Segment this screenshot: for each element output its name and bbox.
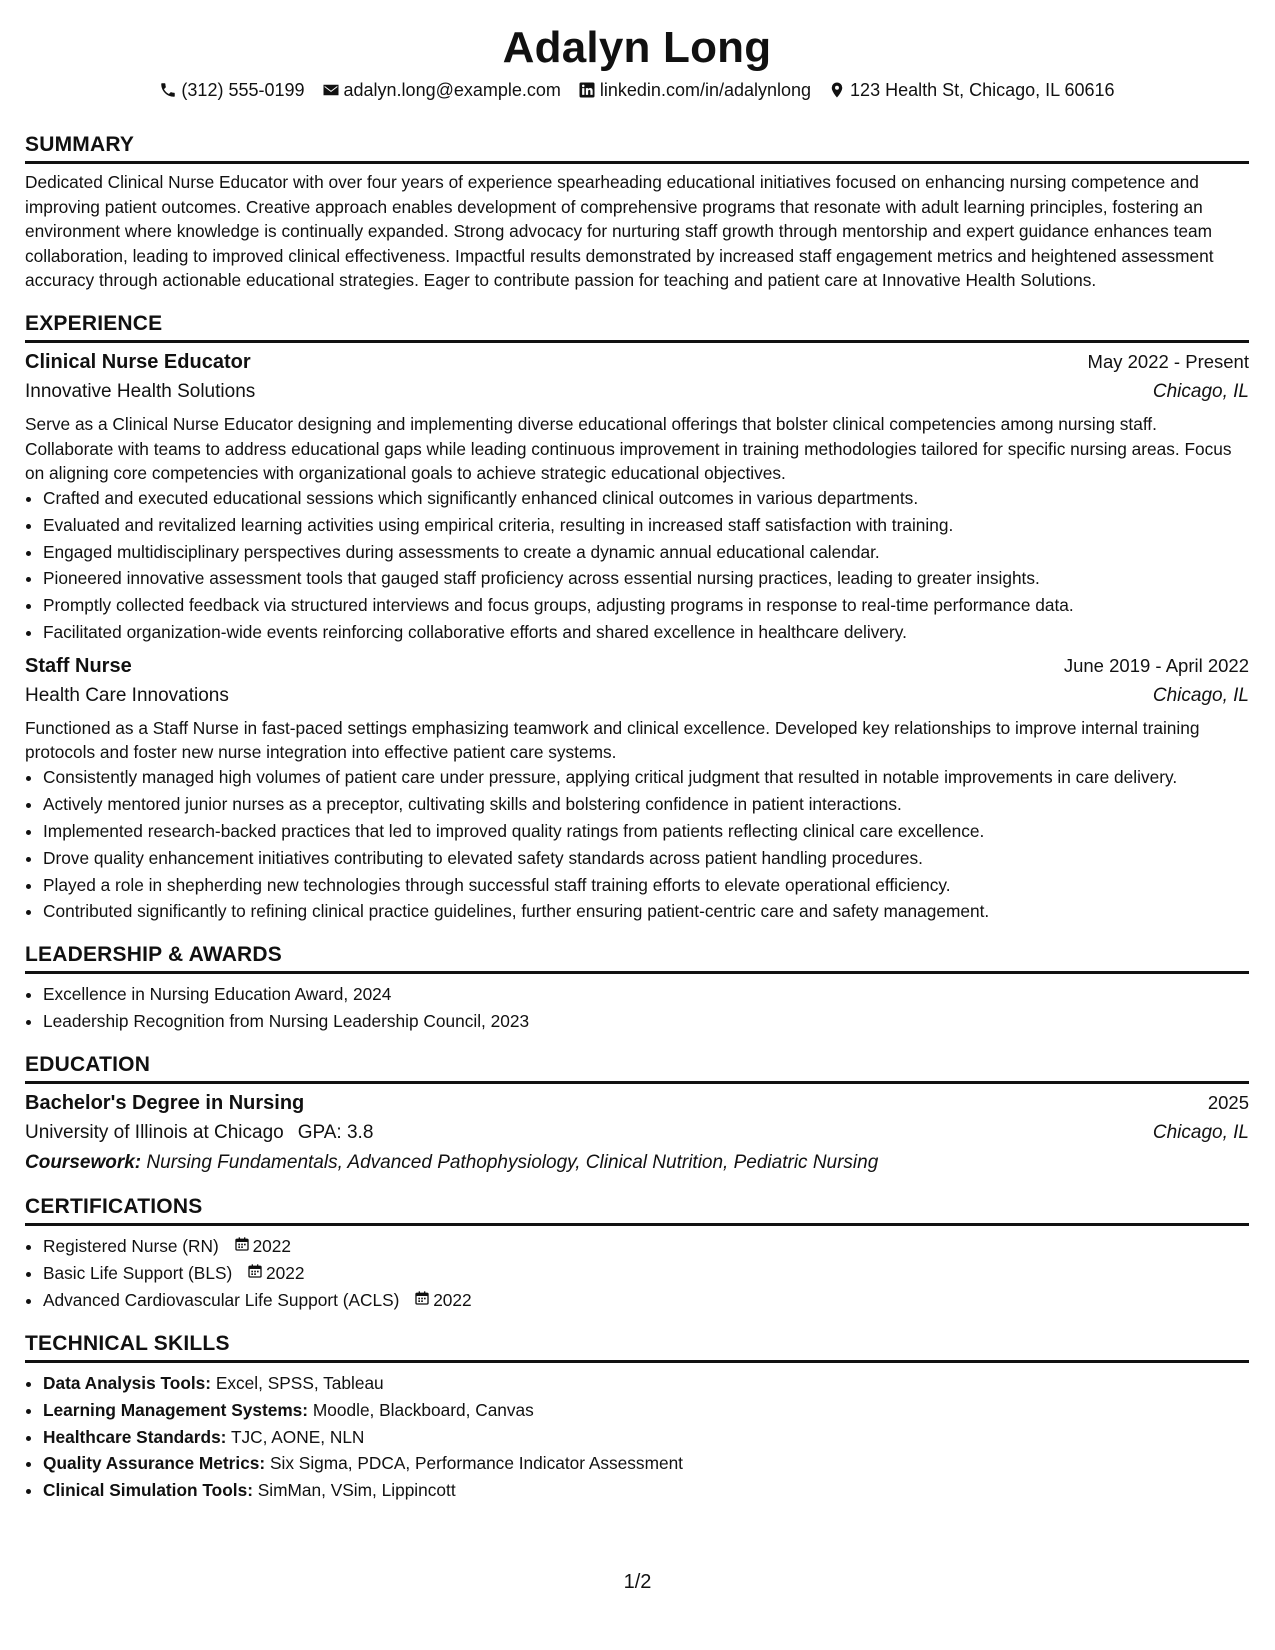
awards-section — [25, 924, 1249, 1033]
contact-linkedin[interactable] — [578, 78, 811, 102]
list-item: • Pioneered innovative assessment tools that gauged staff proficiency across essential nursing practices, leading to greater insights. — [43, 566, 1249, 591]
certifications-section — [25, 1176, 1249, 1312]
cert-year: 2022 — [266, 1263, 305, 1283]
list-item: • Crafted and executed educational sessions which significantly enhanced clinical outcomes in various departments. — [43, 486, 1249, 511]
list-item: • Engaged multidisciplinary perspectives during assessments to create a dynamic annual educational calendar. — [43, 540, 1249, 565]
list-item: • Implemented research-backed practices that led to improved quality ratings from patients reflecting clinical care excellence. — [43, 819, 1249, 844]
list-item — [43, 1451, 1249, 1476]
summary-text: Dedicated Clinical Nurse Educator with over four years of experience spearheading educational initiatives focused on enhancing nursing competence and improving patient outcomes. Creative approach enables development of comprehensive programs that resonate with adult learning principles, fostering an environment where knowledge is continually expanded. Strong advocacy for nurturing staff growth through mentorship and expert guidance enhances team collaboration, leading to improved clinical effectiveness. Impactful results demonstrated by increased staff engagement metrics and heightened assessment accuracy through actionable educational strategies. Eager to contribute passion for teaching and patient care at Innovative Health Solutions. — [25, 172, 1214, 291]
list-item — [43, 1478, 1249, 1503]
skill-category: Learning Management Systems: — [43, 1399, 309, 1420]
degree-title: Bachelor's Degree in Nursing — [25, 1092, 305, 1115]
summary-section — [25, 114, 1249, 293]
candidate-name: Adalyn Long — [502, 23, 772, 72]
job-dates: May 2022 - Present — [1087, 350, 1249, 372]
list-item: • Drove quality enhancement initiatives contributing to elevated safety standards across patient handling procedures. — [43, 846, 1249, 871]
skill-values: TJC, AONE, NLN — [230, 1426, 365, 1447]
list-item: • Evaluated and revitalized learning activities using empirical criteria, resulting in increased staff satisfaction with training. — [43, 513, 1249, 538]
contact-address-text: 123 Health St, Chicago, IL 60616 — [850, 80, 1115, 100]
certifications-heading: CERTIFICATIONS — [25, 1176, 1249, 1226]
skill-values: Excel, SPSS, Tableau — [215, 1372, 384, 1393]
awards-heading: LEADERSHIP & AWARDS — [25, 924, 1249, 974]
skill-category: Quality Assurance Metrics: — [43, 1453, 266, 1474]
list-item: • Excellence in Nursing Education Award, 2024 — [43, 982, 1249, 1007]
job-bullets — [25, 486, 1249, 645]
list-item — [43, 1425, 1249, 1450]
skill-category: Clinical Simulation Tools: — [43, 1480, 253, 1501]
degree-year: 2025 — [1207, 1092, 1249, 1114]
list-item — [43, 1261, 1249, 1286]
skill-category: Healthcare Standards: — [43, 1426, 227, 1447]
skill-values: Six Sigma, PDCA, Performance Indicator Assessment — [270, 1453, 683, 1474]
contact-phone — [159, 78, 304, 102]
coursework-list: Nursing Fundamentals, Advanced Pathophysiology, Clinical Nutrition, Pediatric Nursing — [146, 1152, 879, 1174]
job-description: Serve as a Clinical Nurse Educator designing and implementing diverse educational offerings that bolster clinical competencies among nursing staff. Collaborate with teams to address educational gaps while leading continuous improvement in training methodologies tailored for specific nursing areas. Focus on aligning core competencies with organizational goals to achieve strategic educational objectives. — [25, 413, 1232, 484]
skill-values: SimMan, VSim, Lippincott — [257, 1480, 456, 1501]
list-item: • Leadership Recognition from Nursing Leadership Council, 2023 — [43, 1009, 1249, 1034]
job-location: Chicago, IL — [1152, 684, 1249, 706]
skill-category: Data Analysis Tools: — [43, 1372, 212, 1393]
skills-section — [25, 1313, 1249, 1503]
job-company: Innovative Health Solutions — [25, 380, 256, 402]
job-dates: June 2019 - April 2022 — [1063, 654, 1249, 676]
school-location: Chicago, IL — [1152, 1122, 1249, 1144]
experience-section — [25, 293, 1249, 924]
page-number: 1/2 — [623, 1571, 652, 1593]
coursework — [25, 1148, 1249, 1178]
list-item: • Contributed significantly to refining clinical practice guidelines, further ensuring patient-centric care and safety management. — [43, 899, 1249, 924]
skills-list — [25, 1371, 1249, 1503]
envelope-icon — [322, 81, 340, 99]
calendar-icon — [234, 1234, 250, 1259]
list-item — [43, 1371, 1249, 1396]
job-title: Staff Nurse — [25, 654, 132, 677]
list-item: • Consistently managed high volumes of patient care under pressure, applying critical judgment that resulted in notable improvements in care delivery. — [43, 765, 1249, 790]
job-title: Clinical Nurse Educator — [25, 350, 251, 373]
job-bullets — [25, 765, 1249, 924]
calendar-icon — [414, 1288, 430, 1313]
contact-address — [828, 78, 1115, 102]
list-item — [43, 1288, 1249, 1313]
skills-heading: TECHNICAL SKILLS — [25, 1313, 1249, 1363]
contact-email[interactable] — [322, 78, 561, 102]
skill-values: Moodle, Blackboard, Canvas — [312, 1399, 534, 1420]
cert-date — [247, 1261, 304, 1286]
certifications-list — [25, 1234, 1249, 1312]
linkedin-icon — [578, 81, 596, 99]
cert-year: 2022 — [252, 1236, 292, 1257]
school-info — [25, 1118, 373, 1148]
list-item: • Promptly collected feedback via structured interviews and focus groups, adjusting programs in response to real-time performance data. — [43, 593, 1249, 618]
job-company: Health Care Innovations — [25, 684, 229, 706]
contact-bar — [25, 78, 1249, 102]
cert-name: Basic Life Support (BLS) — [43, 1263, 233, 1283]
job-description: Functioned as a Staff Nurse in fast-paced settings emphasizing teamwork and clinical excellence. Developed key relationships to improve internal training protocols and foster new nurse integration into effective patient care systems. — [25, 717, 1200, 763]
education-section — [25, 1034, 1249, 1178]
contact-phone-text: (312) 555-0199 — [181, 80, 305, 100]
list-item — [43, 1398, 1249, 1423]
job-entry — [25, 347, 1249, 645]
list-item: • Actively mentored junior nurses as a preceptor, cultivating skills and bolstering confidence in patient interactions. — [43, 792, 1249, 817]
phone-icon — [159, 81, 177, 99]
cert-name: Registered Nurse (RN) — [43, 1236, 219, 1257]
summary-heading: SUMMARY — [25, 114, 1249, 164]
contact-linkedin-text[interactable]: linkedin.com/in/adalynlong — [599, 80, 812, 100]
list-item — [43, 1234, 1249, 1259]
awards-list — [25, 982, 1249, 1033]
experience-heading: EXPERIENCE — [25, 293, 1249, 343]
calendar-icon — [247, 1261, 263, 1286]
cert-name: Advanced Cardiovascular Life Support (ACLS) — [43, 1289, 400, 1310]
job-location: Chicago, IL — [1152, 380, 1249, 402]
cert-date — [234, 1234, 291, 1259]
job-entry — [25, 651, 1249, 924]
map-pin-icon — [828, 81, 846, 99]
contact-email-text[interactable]: adalyn.long@example.com — [343, 80, 561, 100]
school-name: University of Illinois at Chicago — [25, 1122, 284, 1144]
cert-date — [414, 1288, 471, 1313]
education-entry — [25, 1088, 1249, 1178]
coursework-label: Coursework: — [25, 1152, 142, 1174]
list-item: • Played a role in shepherding new technologies through successful staff training efforts to elevate operational efficiency. — [43, 873, 1249, 898]
education-heading: EDUCATION — [25, 1034, 1249, 1084]
gpa: GPA: 3.8 — [297, 1122, 374, 1144]
cert-year: 2022 — [433, 1289, 472, 1310]
list-item: • Facilitated organization-wide events reinforcing collaborative efforts and shared excellence in healthcare delivery. — [43, 620, 1249, 645]
